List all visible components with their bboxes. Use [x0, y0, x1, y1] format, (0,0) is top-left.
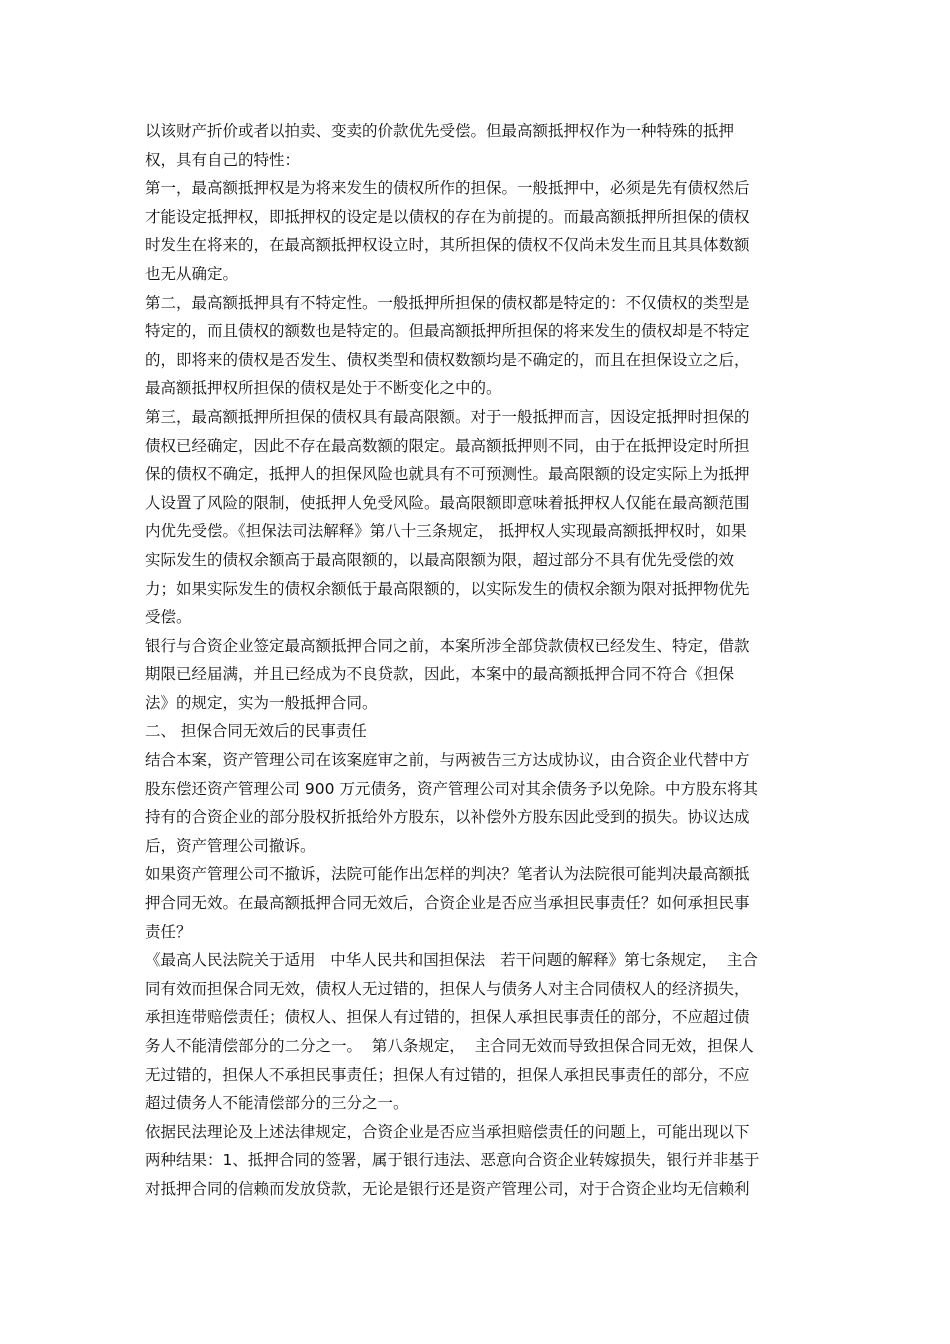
text-line: 第三，最高额抵押所担保的债权具有最高限额。对于一般抵押而言，因设定抵押时担保的: [145, 407, 750, 426]
section-heading: 二、 担保合同无效后的民事责任: [145, 722, 367, 741]
text-line: 结合本案，资产管理公司在该案庭审之前，与两被告三方达成协议，由合资企业代替中方: [145, 751, 750, 770]
text-line: 如果资产管理公司不撤诉，法院可能作出怎样的判决？笔者认为法院很可能判决最高额抵: [145, 865, 750, 884]
text-line: 内优先受偿。《担保法司法解释》第八十三条规定， 抵押权人实现最高额抵押权时，如果: [145, 522, 747, 541]
text-line: 超过债务人不能清偿部分的三分之一。: [145, 1094, 409, 1113]
text-line: 也无从确定。: [145, 264, 239, 283]
text-line: 以该财产折价或者以拍卖、变卖的价款优先受偿。但最高额抵押权作为一种特殊的抵押: [145, 122, 735, 140]
text-line: 期限已经届满，并且已经成为不良贷款，因此，本案中的最高额抵押合同不符合《担保: [145, 665, 735, 684]
text-line: 特定的，而且债权的额数也是特定的。但最高额抵押所担保的将来发生的债权却是不特定: [145, 322, 750, 341]
text-line: 押合同无效。在最高额抵押合同无效后，合资企业是否应当承担民事责任？如何承担民事: [145, 894, 750, 913]
text-line: 无过错的，担保人不承担民事责任；担保人有过错的，担保人承担民事责任的部分，不应: [145, 1065, 750, 1084]
text-line: 受偿。: [145, 608, 192, 627]
text-line: 保的债权不确定，抵押人的担保风险也就具有不可预测性。最高限额的设定实际上为抵押: [145, 465, 750, 484]
text-line: 才能设定抵押权，即抵押权的设定是以债权的存在为前提的。而最高额抵押所担保的债权: [145, 207, 750, 226]
text-line: 责任？: [145, 922, 192, 941]
text-line: 两种结果：1、抵押合同的签署，属于银行违法、恶意向合资企业转嫁损失，银行并非基于: [145, 1151, 760, 1170]
text-line: 法》的规定，实为一般抵押合同。: [145, 693, 378, 712]
text-line: 力；如果实际发生的债权余额低于最高限额的，以实际发生的债权余额为限对抵押物优先: [145, 579, 750, 598]
text-line: 承担连带赔偿责任；债权人、担保人有过错的，担保人承担民事责任的部分，不应超过债: [145, 1008, 750, 1027]
text-line: 第一，最高额抵押权是为将来发生的债权所作的担保。一般抵押中，必须是先有债权然后: [145, 179, 750, 198]
text-line: 对抵押合同的信赖而发放贷款，无论是银行还是资产管理公司，对于合资企业均无信赖利: [145, 1179, 750, 1198]
text-line: 银行与合资企业签定最高额抵押合同之前，本案所涉全部贷款债权已经发生、特定，借款: [145, 636, 750, 655]
text-line: 后，资产管理公司撤诉。: [145, 836, 316, 855]
text-line: 人设置了风险的限制，使抵押人免受风险。最高限额即意味着抵押权人仅能在最高额范围: [145, 493, 750, 512]
text-line: 债权已经确定，因此不存在最高数额的限定。最高额抵押则不同，由于在抵押设定时所担: [145, 436, 750, 455]
text-line: 时发生在将来的，在最高额抵押权设立时，其所担保的债权不仅尚未发生而且其具体数额: [145, 236, 750, 255]
document-body: [145, 117, 815, 1204]
text-line: 同有效而担保合同无效，债权人无过错的，担保人与债务人对主合同债权人的经济损失，: [145, 979, 750, 998]
text-line: 股东偿还资产管理公司 900 万元债务，资产管理公司对其余债务予以免除。中方股东将其: [145, 779, 758, 798]
text-line: 的，即将来的债权是否发生、债权类型和债权数额均是不确定的，而且在担保设立之后，: [145, 350, 750, 369]
text-line: 第二，最高额抵押具有不特定性。一般抵押所担保的债权都是特定的：不仅债权的类型是: [145, 293, 750, 312]
text-line: 依据民法理论及上述法律规定，合资企业是否应当承担赔偿责任的问题上，可能出现以下: [145, 1122, 750, 1141]
text-line: 持有的合资企业的部分股权折抵给外方股东，以补偿外方股东因此受到的损失。协议达成: [145, 808, 750, 827]
text-line: 实际发生的债权余额高于最高限额的，以最高限额为限，超过部分不具有优先受偿的效: [145, 550, 735, 569]
text-line: 权，具有自己的特性：: [145, 150, 301, 169]
text-line: 《最高人民法院关于适用 中华人民共和国担保法 若干问题的解释》第七条规定， 主合: [145, 951, 758, 970]
text-line: 最高额抵押权所担保的债权是处于不断变化之中的。: [145, 379, 502, 398]
text-line: 务人不能清偿部分的二分之一。 第八条规定， 主合同无效而导致担保合同无效，担保人: [145, 1037, 754, 1055]
